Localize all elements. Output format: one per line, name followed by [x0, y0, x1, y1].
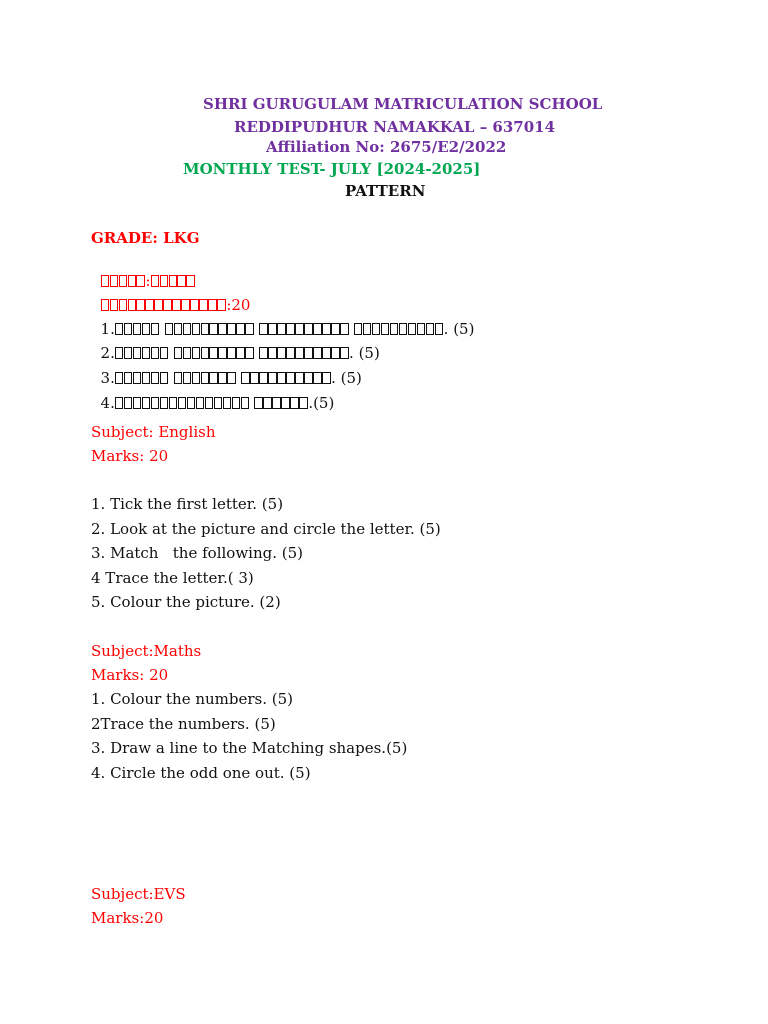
english-item: 3. Match the following. (5) — [91, 544, 303, 562]
evs-subject: Subject:EVS — [91, 885, 186, 903]
item-number: 4. — [100, 394, 115, 412]
maths-item: 4. Circle the odd one out. (5) — [91, 764, 311, 782]
item-number: 1. — [100, 320, 115, 338]
english-item: 1. Tick the first letter. (5) — [91, 495, 284, 513]
test-title: MONTHLY TEST- JULY [2024-2025] — [183, 160, 481, 178]
maths-marks: Marks: 20 — [91, 666, 169, 684]
item-marks: . (5) — [349, 344, 380, 362]
tamil-marks-suffix: :20 — [226, 296, 251, 314]
maths-item: 1. Colour the numbers. (5) — [91, 690, 294, 708]
english-marks: Marks: 20 — [91, 447, 169, 465]
item-number: 2. — [100, 344, 115, 362]
tamil-subject-suffix: : — [145, 272, 151, 290]
maths-subject: Subject:Maths — [91, 642, 202, 660]
item-marks: . (5) — [331, 369, 362, 387]
school-address: REDDIPUDHUR NAMAKKAL – 637014 — [234, 118, 556, 136]
item-marks: .(5) — [308, 394, 335, 412]
english-item: 2. Look at the picture and circle the letter. (5) — [91, 520, 441, 538]
affiliation-number: Affiliation No: 2675/E2/2022 — [266, 138, 507, 156]
english-subject: Subject: English — [91, 423, 216, 441]
maths-item: 3. Draw a line to the Matching shapes.(5) — [91, 739, 408, 757]
evs-marks: Marks:20 — [91, 909, 164, 927]
english-item: 4 Trace the letter.( 3) — [91, 569, 254, 587]
tamil-item — [91, 373, 334, 413]
grade-label: GRADE: LKG — [91, 229, 200, 247]
school-name: SHRI GURUGULAM MATRICULATION SCHOOL — [203, 95, 603, 113]
maths-item: 2Trace the numbers. (5) — [91, 715, 276, 733]
item-marks: . (5) — [443, 320, 475, 338]
pattern-heading: PATTERN — [345, 182, 426, 200]
item-number: 3. — [100, 369, 115, 387]
english-item: 5. Colour the picture. (2) — [91, 593, 281, 611]
